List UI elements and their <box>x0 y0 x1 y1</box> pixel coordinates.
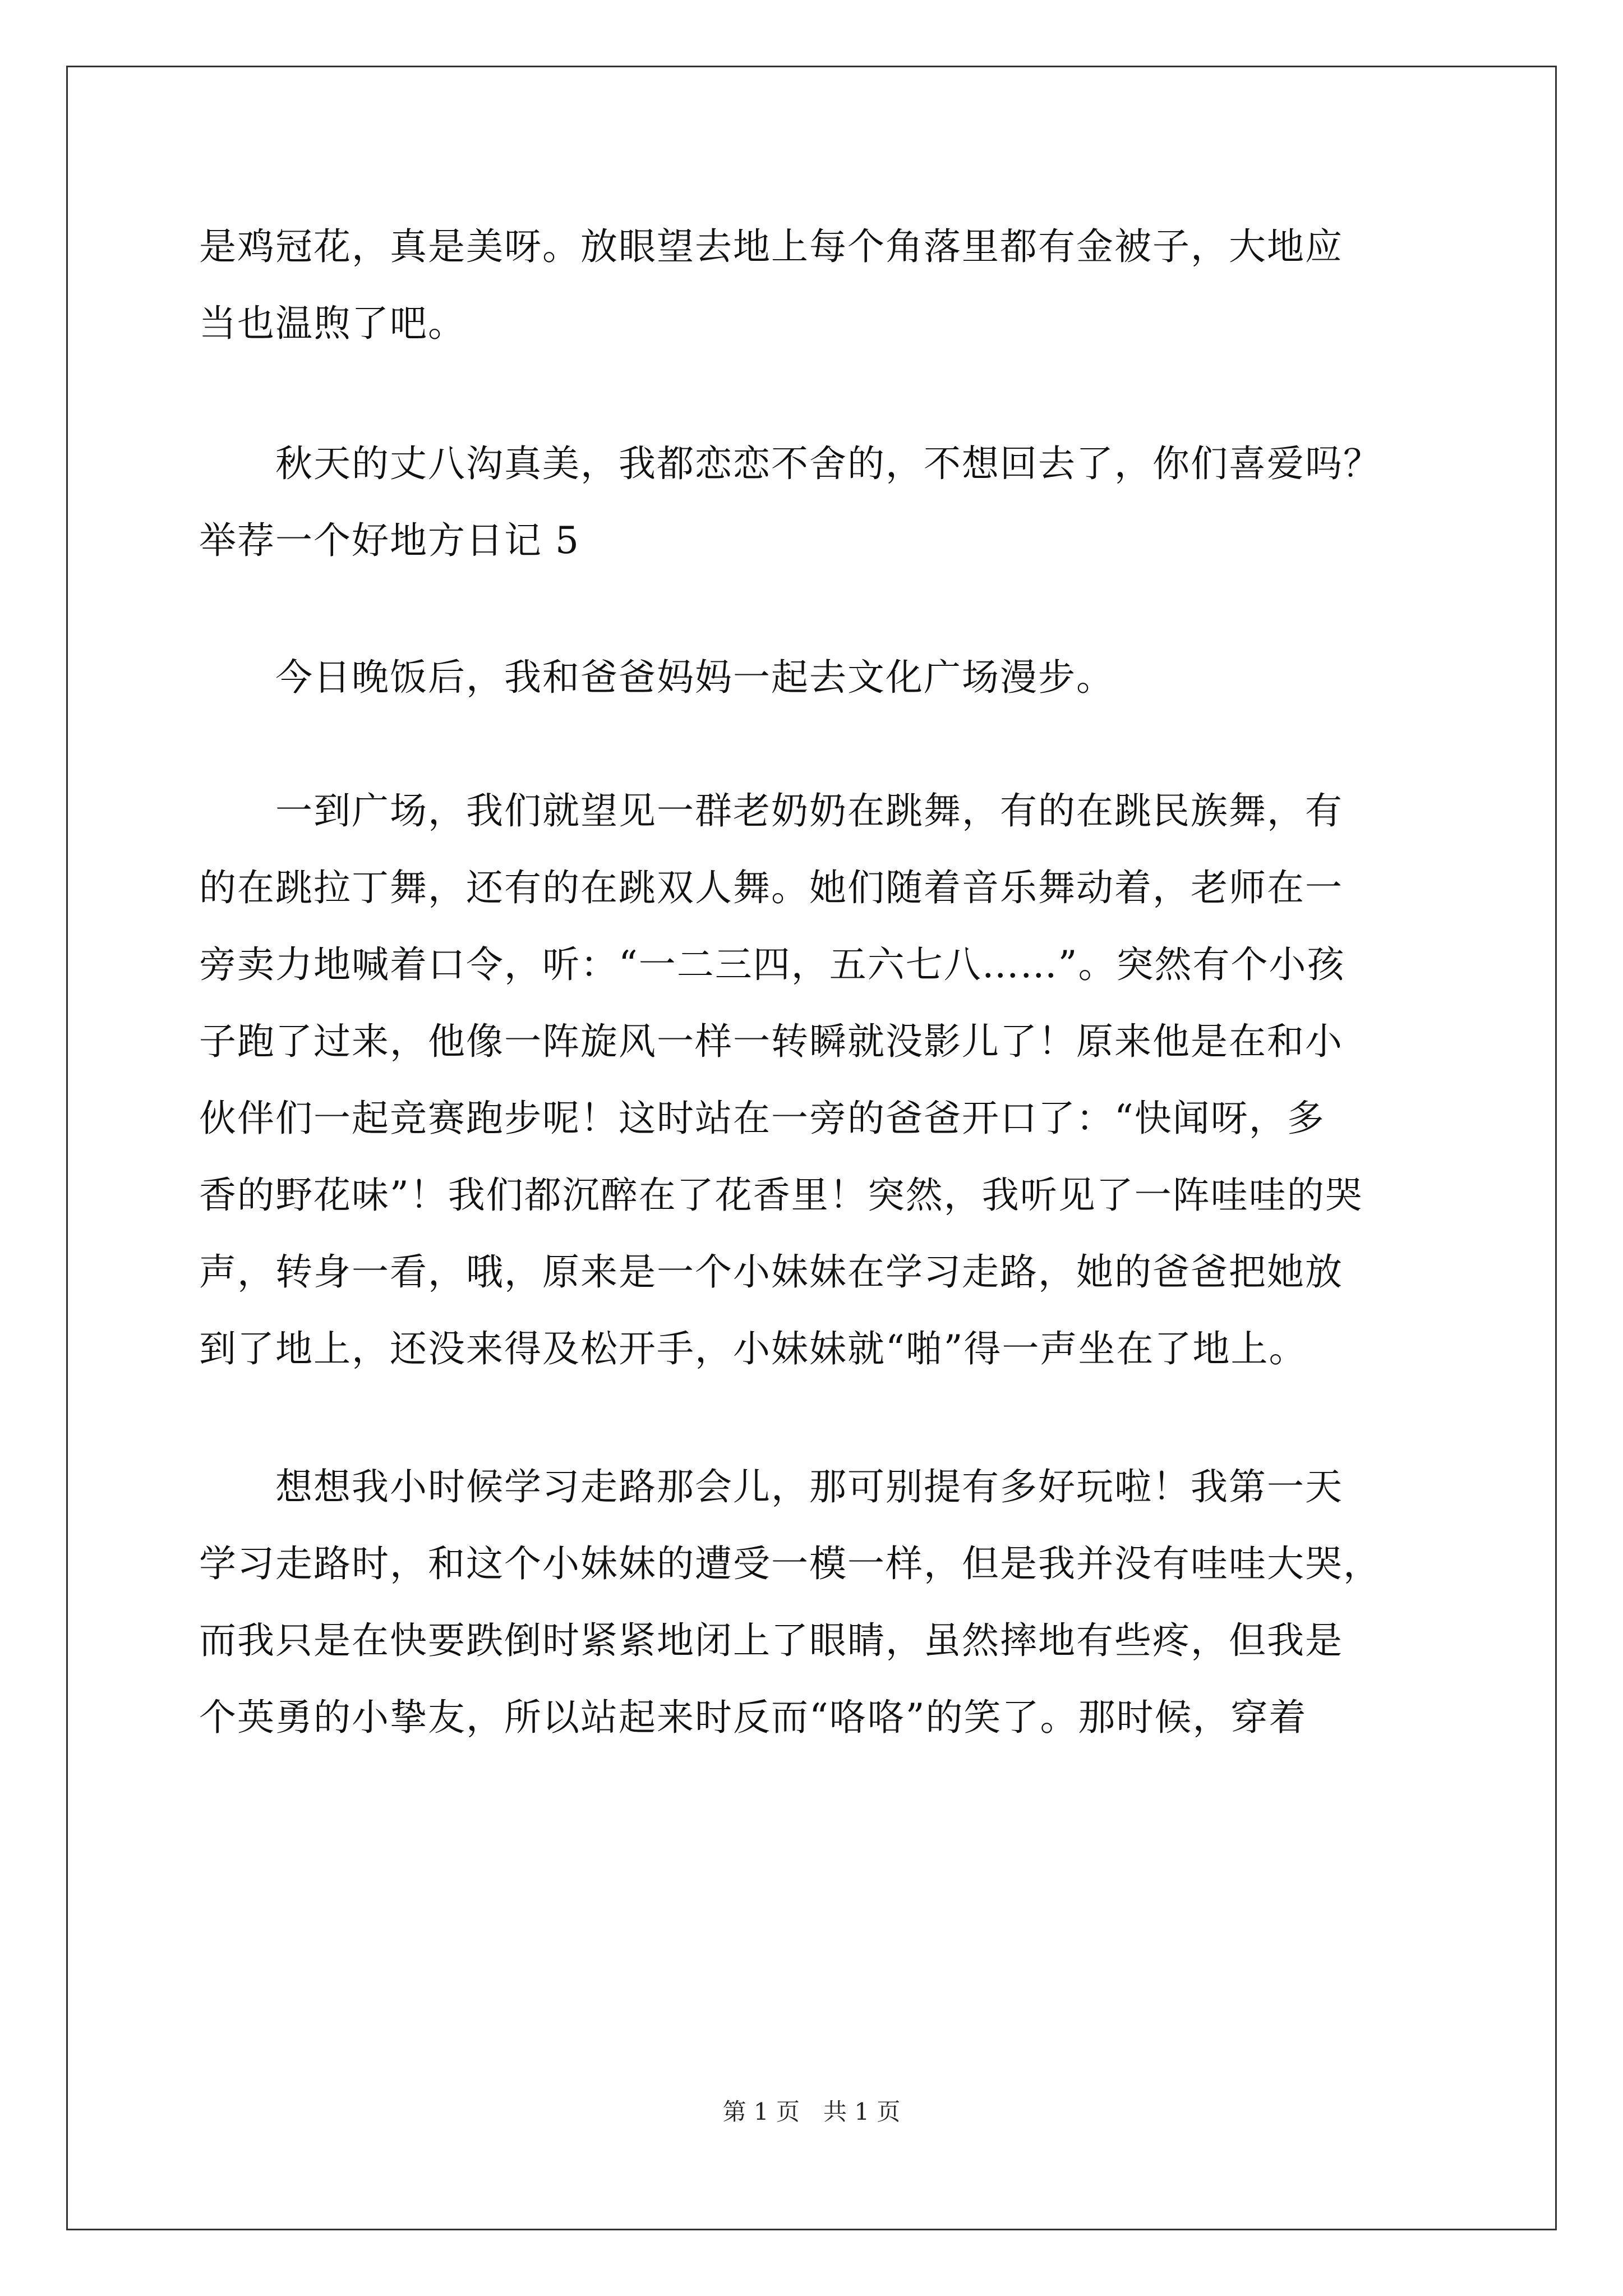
text-line: 今日晚饭后，我和爸爸妈妈一起去文化广场漫步。 <box>199 656 1114 699</box>
page-border <box>66 66 1557 2230</box>
text-line: 子跑了过来，他像一阵旋风一样一转瞬就没影儿了！原来他是在和小 <box>199 1020 1343 1063</box>
text-line: 当也温煦了吧。 <box>199 302 466 345</box>
text-line: 是鸡冠花，真是美呀。放眼望去地上每个角落里都有金被子，大地应 <box>199 225 1343 268</box>
text-line: 一到广场，我们就望见一群老奶奶在跳舞，有的在跳民族舞，有 <box>199 789 1343 832</box>
text-line: 到了地上，还没来得及松开手，小妹妹就“啪”得一声坐在了地上。 <box>199 1327 1307 1370</box>
text-line: 的在跳拉丁舞，还有的在跳双人舞。她们随着音乐舞动着，老师在一 <box>199 866 1343 909</box>
text-line: 想想我小时候学习走路那会儿，那可别提有多好玩啦！我第一天 <box>199 1465 1343 1508</box>
text-line: 学习走路时，和这个小妹妹的遭受一模一样，但是我并没有哇哇大哭， <box>199 1542 1381 1585</box>
text-line: 个英勇的小挚友，所以站起来时反而“咯咯”的笑了。那时候，穿着 <box>199 1696 1307 1739</box>
text-line: 伙伴们一起竞赛跑步呢！这时站在一旁的爸爸开口了：“快闻呀，多 <box>199 1097 1325 1140</box>
text-line: 旁卖力地喊着口令，听：“一二三四，五六七八……”。突然有个小孩 <box>199 943 1345 986</box>
page-number: 第 1 页 共 1 页 <box>722 2098 901 2125</box>
section-heading: 举荐一个好地方日记 5 <box>199 519 580 562</box>
text-line: 秋天的丈八沟真美，我都恋恋不舍的，不想回去了，你们喜爱吗？ <box>199 442 1381 485</box>
text-line: 声，转身一看，哦，原来是一个小妹妹在学习走路，她的爸爸把她放 <box>199 1250 1343 1294</box>
text-line: 香的野花味”！我们都沉醉在了花香里！突然，我听见了一阵哇哇的哭 <box>199 1174 1363 1217</box>
text-line: 而我只是在快要跌倒时紧紧地闭上了眼睛，虽然摔地有些疼，但我是 <box>199 1619 1343 1662</box>
